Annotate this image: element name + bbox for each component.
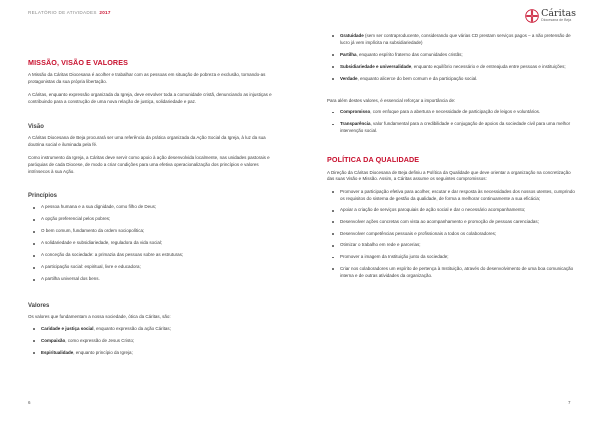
- value-term: Verdade: [340, 75, 358, 81]
- value-term: Caridade e justiça social: [41, 325, 94, 331]
- list-item: Desenvolver competências pessoais e profissionais a todos os colaboradores;: [327, 231, 577, 238]
- list-item: A solidariedade e subsidiariedade, reguladora da vida social;: [28, 240, 276, 247]
- list-item: Promover a imagem da Instituição junto da sociedade;: [327, 254, 577, 261]
- value-desc: , com enfoque para a abertura e necessidade de participação de leigos e voluntários.: [370, 109, 541, 115]
- value-desc: (sem ser contraproducente, considerando que várias CD prestam serviços pagos – a não pretensão de lucro já vem implícita na subsidiariedade): [340, 33, 571, 45]
- right-page: [300, 0, 600, 424]
- list-item: [327, 33, 577, 46]
- list-item: A opção preferencial pelos pobres;: [28, 216, 276, 223]
- list-item: Apoiar a criação de serviços paroquiais de ação social e dar o necessário acompanhamento;: [327, 207, 577, 214]
- value-term: Compaixão: [41, 337, 66, 343]
- left-content: [28, 58, 276, 356]
- mission-section-title: MISSÃO, VISÃO E VALORES: [28, 58, 129, 67]
- quality-list: [327, 189, 577, 279]
- principles-list: [28, 204, 276, 283]
- extra-values-intro: Para além destes valores, é essencial reforçar a importância de:: [327, 98, 456, 104]
- extra-values-list: [327, 109, 577, 134]
- page-number-left: 6: [28, 400, 31, 405]
- value-term: Subsidiariedade e universalidade: [340, 63, 412, 69]
- value-term: Transparência: [340, 121, 371, 127]
- list-item: [28, 350, 276, 357]
- value-desc: , valor fundamental para a credibilidade e conjugação de apoios da sociedade civil para uma melhor intervenção social.: [340, 121, 571, 133]
- list-item: [327, 109, 577, 116]
- value-desc: , enquanto alicerce do bem comum e da participação social.: [357, 75, 478, 81]
- caritas-cross-icon: [525, 9, 539, 23]
- value-desc: , enquanto espírito fraterno das comunidades cristãs;: [356, 51, 463, 57]
- values-list: [28, 326, 276, 357]
- list-item: [327, 52, 577, 59]
- vision-paragraph-1: A Cáritas Diocesana de Beja procurará ser uma referência da prática organizada da Ação Social da Igreja, à luz da sua doutrina social e iluminada pela fé.: [28, 134, 266, 147]
- value-term: Partilha: [340, 51, 357, 57]
- value-desc: , enquanto expressão da ação Cáritas;: [93, 325, 171, 331]
- running-header-year: 2017: [99, 10, 111, 15]
- quality-intro: A Direção da Cáritas Diocesana de Beja definiu a Política da Qualidade que deve orientar a organização na concretização das suas Visão e Missão. Assim, a Cáritas assume os seguintes compromissos:: [327, 169, 571, 182]
- list-item: Otimizar o trabalho em rede e parcerias;: [327, 242, 577, 249]
- running-header-title: RELATÓRIO DE ATIVIDADES: [28, 10, 97, 15]
- list-item: A conceção da sociedade: a primazia das pessoas sobre as estruturas;: [28, 252, 276, 259]
- values-title: Valores: [28, 303, 50, 310]
- logo-subtitle: Diocesana de Beja: [541, 18, 572, 23]
- value-desc: , enquanto princípio da Igreja;: [73, 349, 133, 355]
- value-desc: , enquanto equilíbrio necessário e de entreajuda entre pessoas e instituições;: [411, 63, 566, 69]
- caritas-logo: [525, 8, 576, 24]
- list-item: [28, 338, 276, 345]
- list-item: Desenvolver ações concretas com vista ao acompanhamento e promoção de pessoas carenciadas;: [327, 219, 577, 226]
- value-term: Compromisso: [340, 109, 371, 115]
- values-list-continued: [327, 33, 577, 82]
- page-number-right: 7: [568, 400, 571, 405]
- list-item: Criar nos colaboradores um espírito de pertença à Instituição, através do desenvolvimento de uma boa comunicação interna e de outras atividades da organização.: [327, 266, 577, 279]
- list-item: O bem comum, fundamento da ordem sociopolítica;: [28, 228, 276, 235]
- vision-title: Visão: [28, 123, 44, 130]
- logo-name: Cáritas: [541, 7, 576, 19]
- value-term: Espiritualidade: [41, 349, 74, 355]
- vision-paragraph-2: Como instrumento da Igreja, a Cáritas deve servir como apoio à ação desenvolvida localmente, nas unidades pastorais e paróquias de cada Diocese, de modo a criar condições para uma efetiva operacionalização dos princípios e valores intrínsecos à sua Ação.: [28, 155, 270, 174]
- list-item: [327, 64, 577, 71]
- running-header: [28, 10, 111, 15]
- principles-title: Princípios: [28, 193, 58, 200]
- list-item: [327, 76, 577, 83]
- list-item: A participação social: espiritual, livre e educadora;: [28, 264, 276, 271]
- list-item: Promover a participação efetiva para acolher, escutar e dar resposta às necessidades dos nossos utentes, cumprindo os requisitos do sistema de gestão da qualidade, de forma a melhorar continuamente a sua eficácia;: [327, 189, 577, 202]
- mission-paragraph-2: A Cáritas, enquanto expressão organizada da Igreja, deve envolver toda a comunidade cristã, denunciando as injustiças e contribuindo para a construção de uma nova relação de justiça, solidariedade e paz.: [28, 92, 272, 105]
- list-item: A partilha universal dos bens.: [28, 276, 276, 283]
- list-item: A pessoa humana e a sua dignidade, como filho de Deus;: [28, 204, 276, 211]
- mission-paragraph-1: A Missão da Cáritas Diocesana é acolher e trabalhar com as pessoas em situação de pobreza e exclusão, tornando-as protagonistas da sua própria libertação.: [28, 72, 266, 84]
- logo-text: [541, 9, 576, 23]
- quality-section-title: POLÍTICA DA QUALIDADE: [327, 154, 420, 164]
- right-content: [327, 33, 577, 279]
- list-item: [327, 121, 577, 134]
- values-intro: Os valores que fundamentam a nossa sociedade, ótica da Cáritas, são:: [28, 314, 171, 320]
- value-term: Gratuidade: [340, 33, 364, 38]
- list-item: [28, 326, 276, 333]
- value-desc: , como expressão de Jesus Cristo;: [65, 337, 135, 343]
